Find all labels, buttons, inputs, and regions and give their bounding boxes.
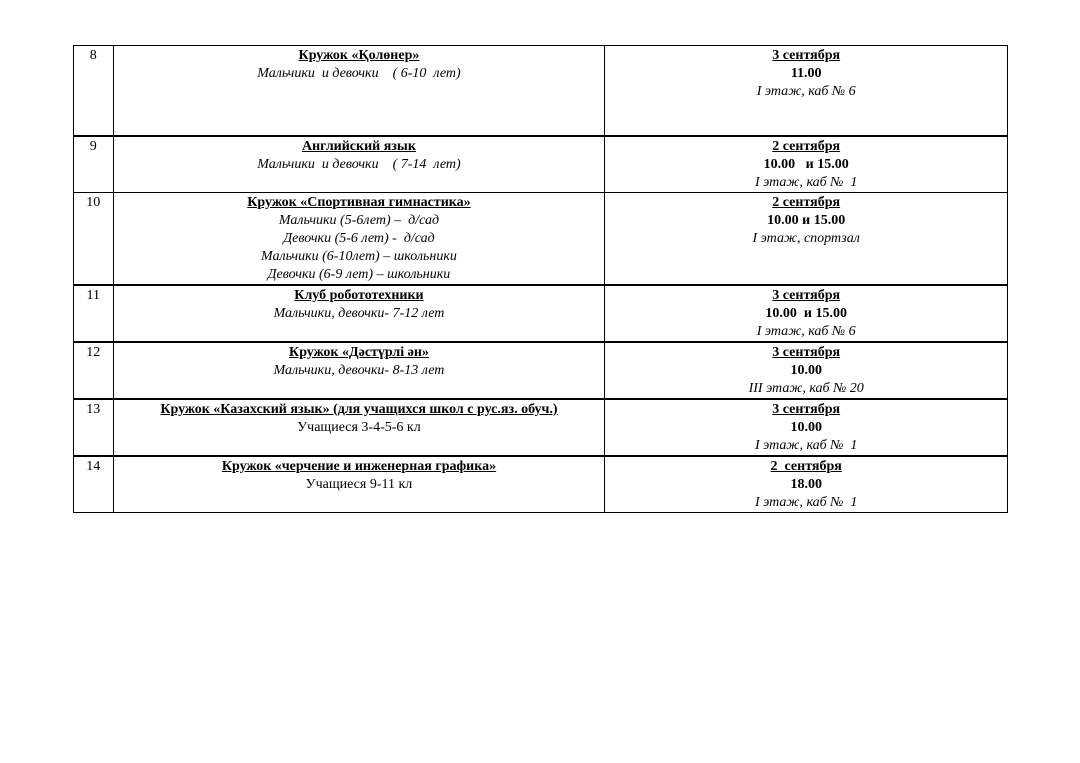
activity-time: 10.00 и 15.00 — [765, 305, 847, 321]
row-number: 9 — [89, 138, 97, 154]
activity-cell — [113, 192, 605, 285]
row-number: 13 — [86, 401, 101, 417]
table-row — [74, 46, 1008, 136]
activity-title: Кружок «Қолөнер» — [298, 48, 420, 63]
activity-detail: Девочки (6-9 лет) – школьники — [267, 266, 451, 282]
activity-date: 3 сентября — [772, 48, 841, 63]
activity-detail: Мальчики (6-10лет) – школьники — [261, 248, 457, 264]
activity-detail: Мальчики, девочки- 7-12 лет — [273, 305, 445, 321]
activity-date: 3 сентября — [772, 287, 841, 303]
activity-cell — [113, 342, 605, 399]
activity-room: III этаж, каб № 20 — [748, 380, 864, 396]
row-number-cell — [74, 46, 114, 136]
activity-cell — [113, 456, 605, 513]
row-number-cell — [74, 192, 114, 285]
row-number: 10 — [86, 194, 101, 210]
activity-date: 2 сентября — [770, 458, 842, 474]
activity-cell — [113, 285, 605, 342]
row-number-cell — [74, 285, 114, 342]
activity-date: 2 сентября — [772, 194, 841, 210]
activity-detail: Мальчики и девочки ( 6-10 лет) — [257, 66, 461, 81]
row-number: 11 — [86, 287, 101, 303]
activity-cell — [113, 136, 605, 193]
activity-date: 3 сентября — [772, 344, 841, 360]
activity-room: I этаж, каб № 6 — [756, 84, 856, 99]
schedule-cell — [605, 285, 1008, 342]
table-row — [74, 399, 1008, 456]
activity-title: Кружок «Спортивная гимнастика» — [247, 194, 471, 210]
activity-detail: Мальчики и девочки ( 7-14 лет) — [257, 156, 461, 172]
activity-cell — [113, 399, 605, 456]
schedule-cell — [605, 192, 1008, 285]
schedule-cell — [605, 46, 1008, 136]
table-row — [74, 342, 1008, 399]
activity-time: 10.00 — [790, 362, 822, 378]
activity-detail: Учащиеся 3-4-5-6 кл — [297, 419, 421, 435]
activity-room: I этаж, каб № 1 — [754, 174, 858, 190]
activity-detail: Мальчики (5-6лет) – д/сад — [278, 212, 440, 228]
activity-title: Кружок «Казахский язык» (для учащихся школ с рус.яз. обуч.) — [160, 401, 558, 417]
activity-time: 18.00 — [790, 476, 822, 492]
activity-date: 2 сентября — [772, 138, 841, 154]
table-row — [74, 285, 1008, 342]
table-row — [74, 192, 1008, 285]
schedule-body — [74, 46, 1008, 513]
schedule-cell — [605, 399, 1008, 456]
activity-title: Клуб робототехники — [294, 287, 424, 303]
activity-room: I этаж, каб № 1 — [754, 494, 858, 510]
schedule-table — [73, 45, 1008, 513]
row-number-cell — [74, 456, 114, 513]
activity-room: I этаж, каб № 1 — [754, 437, 858, 453]
activity-time: 11.00 — [790, 66, 822, 81]
schedule-cell — [605, 456, 1008, 513]
row-number-cell — [74, 136, 114, 193]
row-number: 12 — [86, 344, 101, 360]
row-number-cell — [74, 399, 114, 456]
activity-date: 3 сентября — [772, 401, 841, 417]
schedule-cell — [605, 136, 1008, 193]
activity-detail: Мальчики, девочки- 8-13 лет — [273, 362, 445, 378]
row-number: 14 — [86, 458, 101, 474]
activity-time: 10.00 и 15.00 — [763, 156, 849, 172]
activity-room: I этаж, спортзал — [752, 230, 860, 246]
activity-detail: Девочки (5-6 лет) - д/сад — [283, 230, 435, 246]
activity-title: Английский язык — [302, 138, 416, 154]
row-number-cell — [74, 342, 114, 399]
row-number: 8 — [89, 48, 97, 63]
activity-title: Кружок «Дәстүрлі ән» — [289, 344, 429, 360]
activity-time: 10.00 — [790, 419, 822, 435]
table-row — [74, 136, 1008, 193]
activity-title: Кружок «черчение и инженерная графика» — [221, 458, 497, 474]
activity-room: I этаж, каб № 6 — [756, 323, 856, 339]
table-row — [74, 456, 1008, 513]
activity-detail: Учащиеся 9-11 кл — [305, 476, 413, 492]
activity-time: 10.00 и 15.00 — [767, 212, 846, 228]
activity-cell — [113, 46, 605, 136]
schedule-cell — [605, 342, 1008, 399]
